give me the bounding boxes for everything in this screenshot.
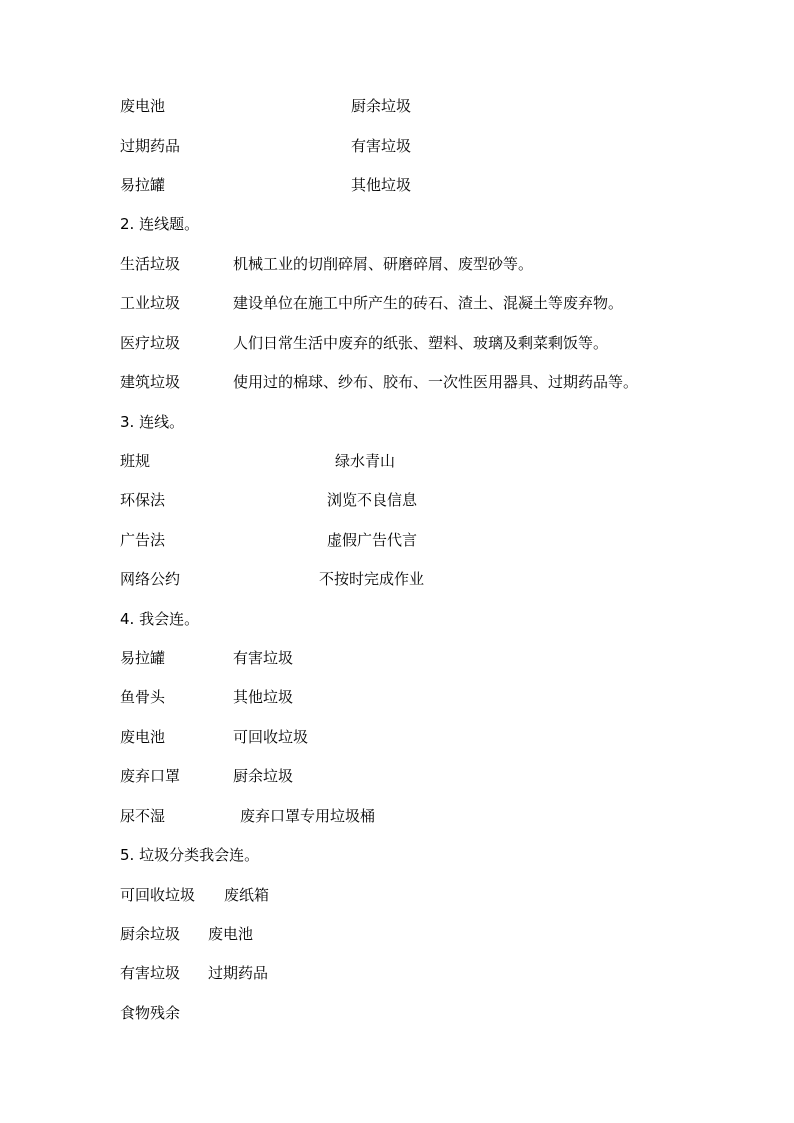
matching-row	[0, 528, 794, 552]
match-right-item: 使用过的棉球、纱布、胶布、一次性医用器具、过期药品等。	[233, 373, 639, 391]
matching-row	[0, 685, 794, 709]
match-left-item: 可回收垃圾	[120, 886, 196, 904]
match-left-item: 易拉罐	[120, 649, 166, 667]
matching-row	[0, 804, 794, 828]
match-right-item: 废纸箱	[224, 886, 270, 904]
match-right-item: 浏览不良信息	[327, 491, 418, 509]
match-right-item: 绿水青山	[335, 452, 396, 470]
match-right-item: 其他垃圾	[351, 176, 412, 194]
matching-row	[0, 291, 794, 315]
matching-row	[0, 173, 794, 197]
section-heading-row	[0, 843, 794, 867]
match-left-item: 广告法	[120, 531, 166, 549]
matching-row	[0, 134, 794, 158]
match-left-item: 有害垃圾	[120, 964, 181, 982]
section-heading-row	[0, 607, 794, 631]
match-left-item: 尿不湿	[120, 807, 166, 825]
match-left-item: 废电池	[120, 728, 166, 746]
section-heading: 5. 垃圾分类我会连。	[120, 846, 260, 864]
matching-row	[0, 646, 794, 670]
section-heading: 2. 连线题。	[120, 215, 200, 233]
matching-row	[0, 252, 794, 276]
matching-row	[0, 567, 794, 591]
matching-row	[0, 449, 794, 473]
match-left-item: 生活垃圾	[120, 255, 181, 273]
match-right-item: 建设单位在施工中所产生的砖石、渣土、混凝土等废弃物。	[233, 294, 624, 312]
match-left-item: 班规	[120, 452, 151, 470]
match-right-item: 可回收垃圾	[233, 728, 309, 746]
section-heading-row	[0, 410, 794, 434]
match-right-item: 其他垃圾	[233, 688, 294, 706]
matching-row	[0, 922, 794, 946]
match-left-item: 易拉罐	[120, 176, 166, 194]
section-heading: 3. 连线。	[120, 413, 185, 431]
matching-row	[0, 94, 794, 118]
match-left-item: 过期药品	[120, 137, 181, 155]
match-right-item: 废弃口罩专用垃圾桶	[240, 807, 376, 825]
matching-row	[0, 488, 794, 512]
match-right-item: 机械工业的切削碎屑、研磨碎屑、废型砂等。	[233, 255, 534, 273]
match-right-item: 有害垃圾	[233, 649, 294, 667]
section-heading-row	[0, 212, 794, 236]
match-right-item: 虚假广告代言	[327, 531, 418, 549]
match-left-item: 废电池	[120, 97, 166, 115]
matching-row	[0, 725, 794, 749]
match-left-item: 厨余垃圾	[120, 925, 181, 943]
match-right-item: 人们日常生活中废弃的纸张、塑料、玻璃及剩菜剩饭等。	[233, 334, 609, 352]
match-left-item: 工业垃圾	[120, 294, 181, 312]
match-left-item: 环保法	[120, 491, 166, 509]
match-left-item: 医疗垃圾	[120, 334, 181, 352]
matching-row	[0, 961, 794, 985]
match-left-item: 食物残余	[120, 1004, 181, 1022]
match-right-item: 有害垃圾	[351, 137, 412, 155]
match-left-item: 废弃口罩	[120, 767, 181, 785]
match-right-item: 厨余垃圾	[233, 767, 294, 785]
matching-row	[0, 883, 794, 907]
section-heading: 4. 我会连。	[120, 610, 200, 628]
match-right-item: 过期药品	[208, 964, 269, 982]
match-left-item: 网络公约	[120, 570, 181, 588]
matching-row	[0, 764, 794, 788]
match-right-item: 不按时完成作业	[319, 570, 425, 588]
match-left-item: 建筑垃圾	[120, 373, 181, 391]
matching-row	[0, 331, 794, 355]
matching-row	[0, 370, 794, 394]
match-right-item: 废电池	[208, 925, 254, 943]
match-left-item: 鱼骨头	[120, 688, 166, 706]
matching-row	[0, 1001, 794, 1025]
match-right-item: 厨余垃圾	[351, 97, 412, 115]
